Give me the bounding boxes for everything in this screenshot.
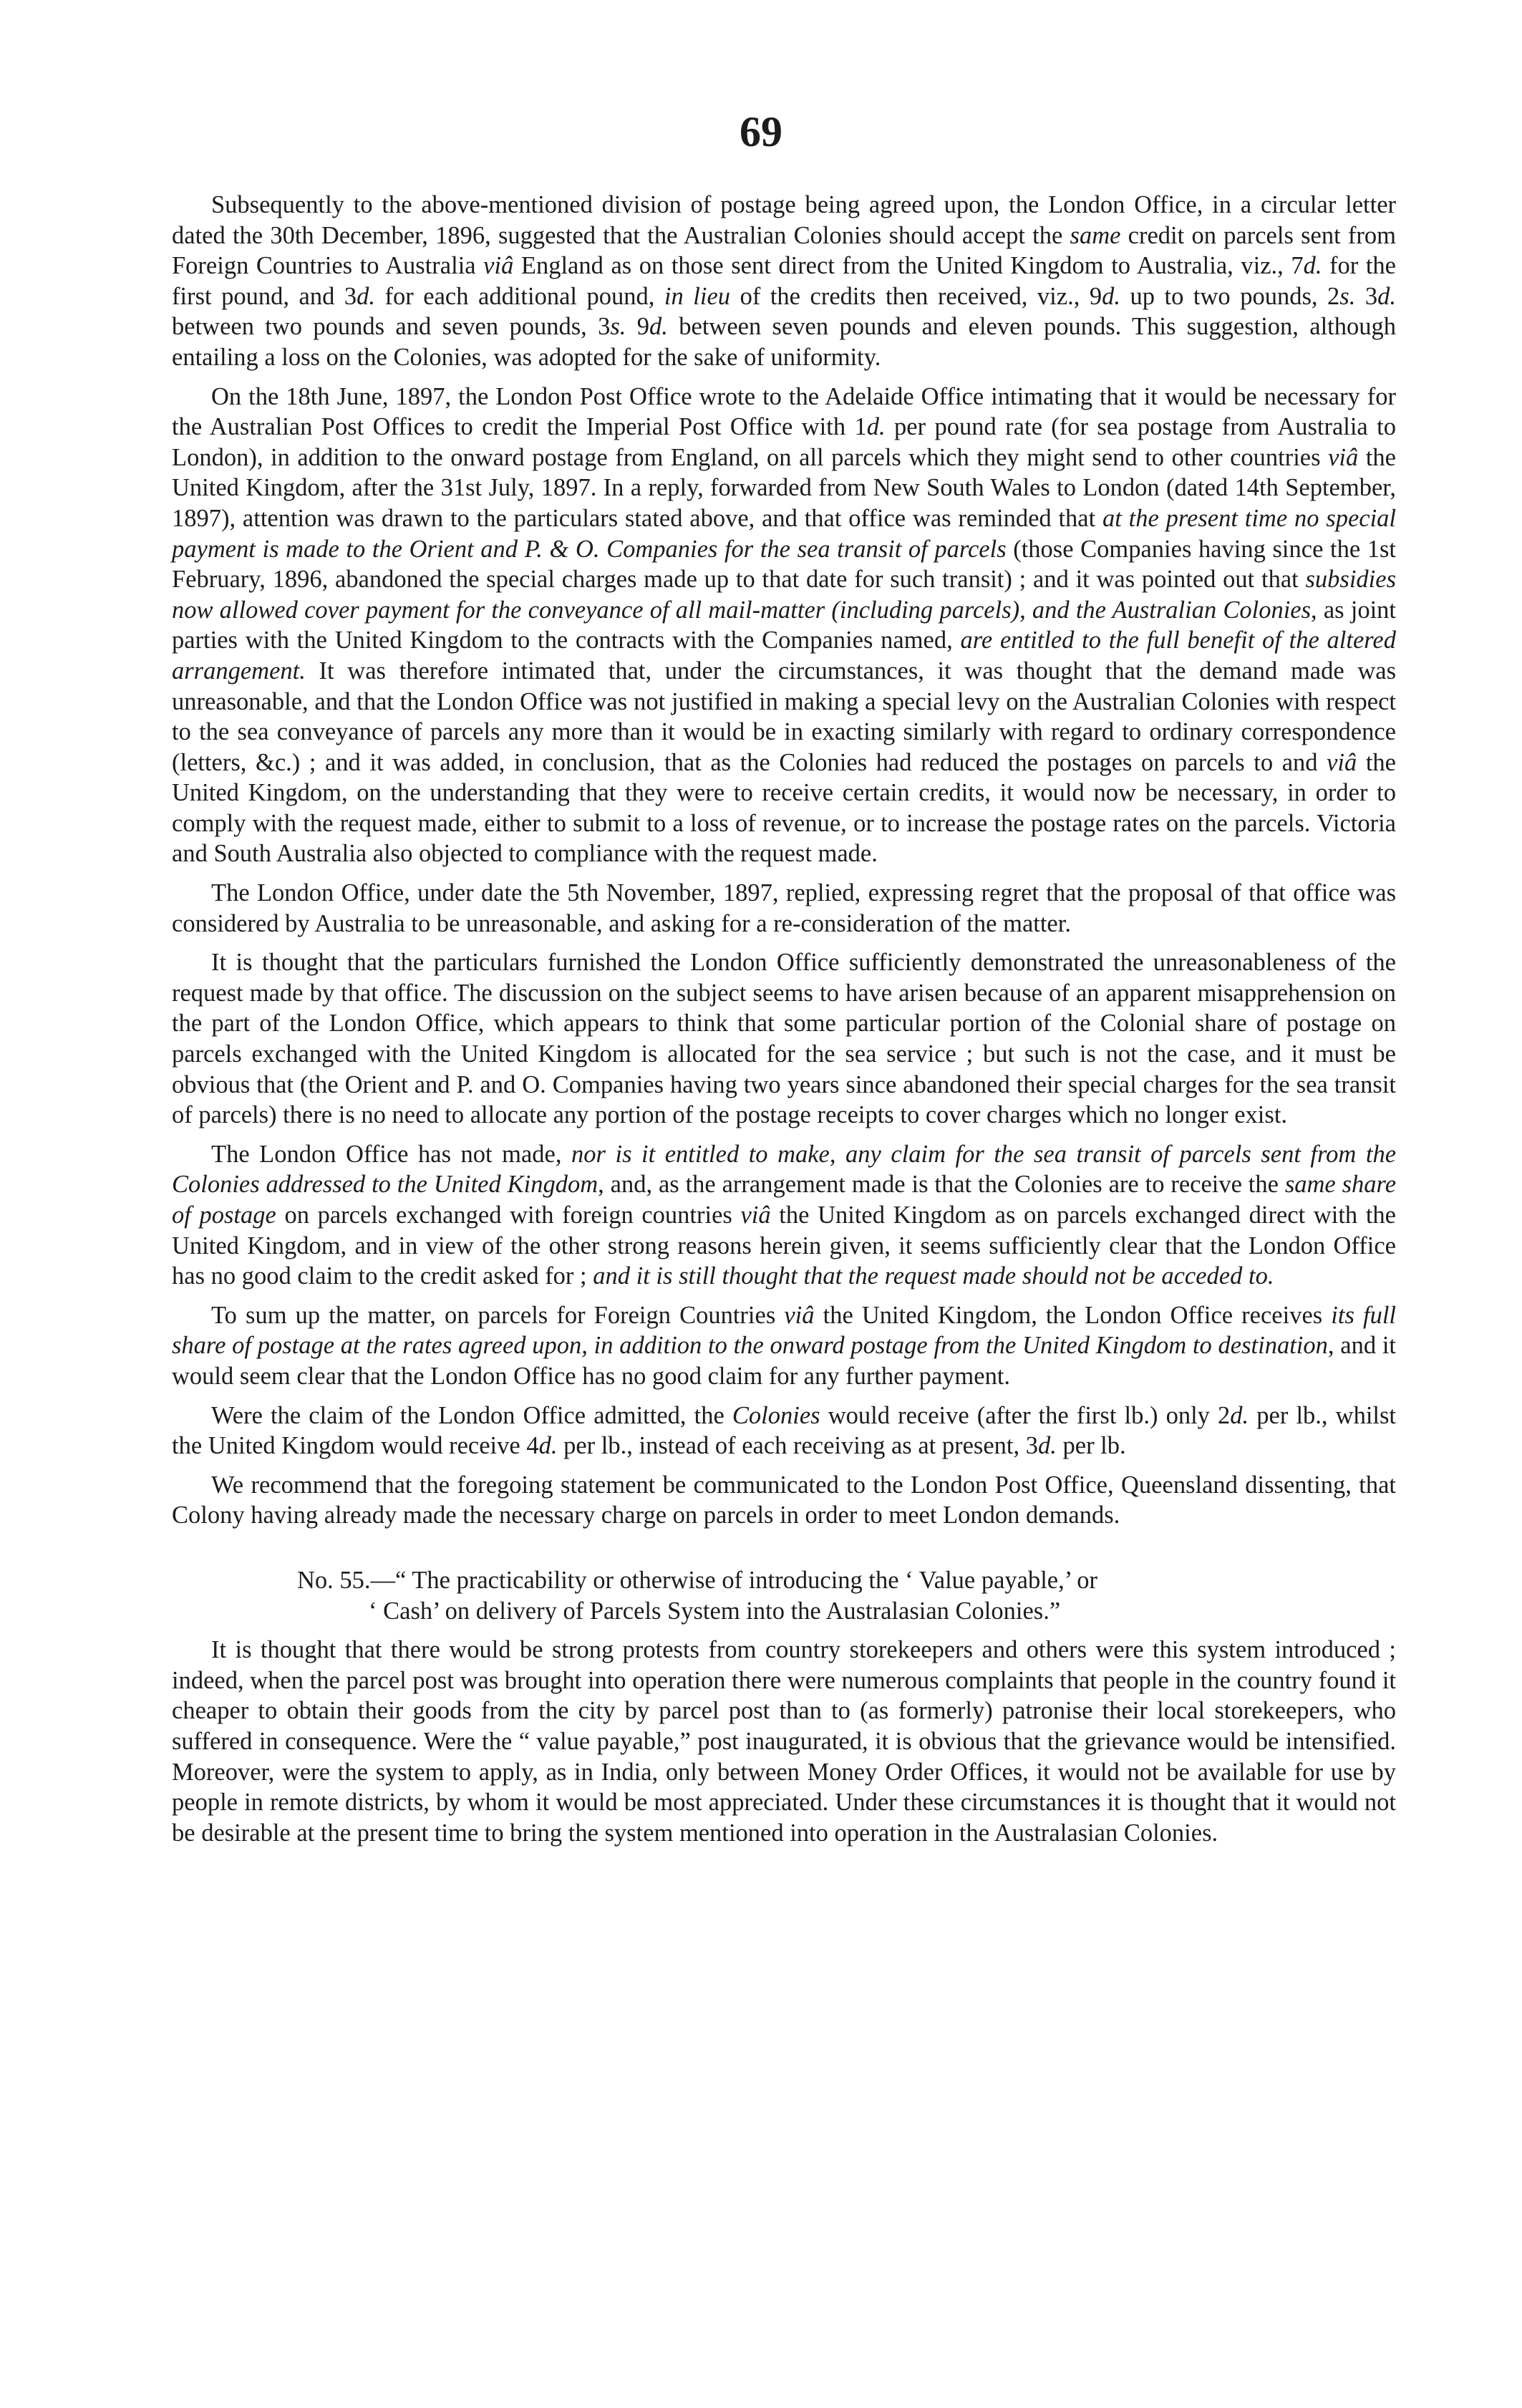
italic-text: viâ [1328,443,1359,471]
text-run: for each additional pound, [375,282,664,310]
text-run: the United Kingdom as on parcels exchanged direct with the United Kingdom, and in view of the other strong reasons herein given, it seems sufficiently clear that the London Office has no good claim to the credit asked for ; [172,1201,1396,1290]
italic-text: at the present time no special payment is made to the Orient and P. & O. Companies for the sea transit of parcels [172,504,1396,563]
paragraph [172,1139,1396,1292]
paragraph [172,1470,1396,1531]
italic-text: d. [1102,282,1120,310]
text-run: would receive (after the first lb.) only 2 [820,1401,1231,1429]
text-run: per pound rate (for sea postage from Australia to London), in addition to the onward postage from England, on all parcels which they might send to other countries [172,413,1396,471]
text-run: 3 [1355,282,1378,310]
section-heading [172,1565,1396,1626]
text-run: 9 [626,313,650,341]
italic-text: subsidies now allowed cover payment for the conveyance of all mail-matter (including parcels), and the Australian Colonies [172,566,1396,624]
paragraph [172,878,1396,939]
text-run: The London Office has not made, [211,1140,572,1168]
paragraph [172,1300,1396,1392]
italic-text: nor is it entitled to make, any claim for the sea transit of parcels sent from the Colonies addressed to the United Kingdom [172,1140,1397,1199]
text-run: Subsequently to the above-mentioned division of postage being agreed upon, the London Office, in a circular letter dated the 30th December, 1896, suggested that the Australian Colonies should accept the [172,191,1396,249]
text-run: for the first pound, and 3 [172,252,1396,310]
italic-text: d. [866,413,886,441]
text-run: of the credits then received, viz., 9 [730,282,1102,310]
italic-text: viâ [784,1301,815,1329]
text-run: between two pounds and seven pounds, 3 [172,313,611,341]
text-run: To sum up the matter, on parcels for Foreign Countries [211,1301,785,1329]
text-run: England as on those sent direct from the United Kingdom to Australia, viz., 7 [513,252,1304,280]
italic-text: viâ [483,252,514,280]
italic-text: d. [538,1432,558,1460]
text-run: (those Companies having since the 1st February, 1896, abandoned the special charges made up to that date for such transit) ; and it was pointed out that [172,535,1396,594]
text-run: on parcels exchanged with foreign countries [276,1201,741,1229]
text-run: the United Kingdom, after the 31st July, 1897. In a reply, forwarded from New South Wales to London (dated 14th September, 1897), attention was drawn to the particulars stated above, and that office was reminded that [172,443,1396,532]
italic-text: d. [1038,1432,1057,1460]
paragraph [172,1401,1396,1461]
italic-text: Colonies [732,1401,820,1429]
italic-text: d. [1377,282,1397,310]
text-run: per lb., instead of each receiving as at present, 3 [557,1432,1038,1460]
text-run: It was therefore intimated that, under the circumstances, it was thought that the demand made was unreasonable, and that the London Office was not justified in making a special levy on the Australian Colonies with respect to the sea conveyance of parcels any more than it would be in exacting similarly with regard to ordinary correspondence (letters, &c.) ; and it was added, in conclusion, that as the Colonies had reduced the postages on parcels to and [172,657,1396,776]
text-run: per lb., whilst the United Kingdom would receive 4 [172,1401,1397,1460]
text-run: , as joint parties with the United Kingdom to the contracts with the Companies named, [172,596,1397,654]
italic-text: viâ [1327,748,1357,776]
italic-text: and it is still thought that the request made should not be acceded to. [593,1262,1274,1290]
text-run: We recommend that the foregoing statement be communicated to the London Post Office, Queensland dissenting, that Colony having already made the necessary charge on parcels in order to meet London demands. [172,1471,1396,1529]
paragraph [172,947,1396,1131]
italic-text: d. [649,313,668,341]
italic-text: same [1070,221,1121,249]
italic-text: s. [610,313,626,341]
text-run: between seven pounds and eleven pounds. This suggestion, although entailing a loss on the Colonies, was adopted for the sake of uniformity. [172,313,1397,371]
text-run: Were the claim of the London Office admitted, the [211,1401,732,1429]
paragraph [172,190,1396,373]
italic-text: its full share of postage at the rates agreed upon, in addition to the onward postage from the United Kingdom to destination [172,1301,1397,1360]
text-run: per lb. [1056,1432,1126,1460]
paragraph [172,382,1396,870]
italic-text: in lieu [664,282,731,310]
final-paragraph: It is thought that there would be strong protests from country storekeepers and others were this system introduced ; indeed, when the parcel post was brought into operation there were numerous complaints that people in the country found it cheaper to obtain their goods from the city by parcel post than to (as formerly) patronise their local storekeepers, who suffered in consequence. Were the “ value payable,” post inaugurated, it is obvious that the grievance would be intensified. Moreover, were the system to apply, as in India, only between Money Order Offices, it would not be available for use by people in remote districts, by whom it would be most appreciated. Under these circumstances it is thought that it would not be desirable at the present time to bring the system mentioned into operation in the Australasian Colonies. [172,1636,1396,1847]
text-run: The London Office, under date the 5th November, 1897, replied, expressing regret that the proposal of that office was considered by Australia to be unreasonable, and asking for a re-consideration of the matter. [172,879,1396,937]
text-run: It is thought that the particulars furnished the London Office sufficiently demonstrated the unreasonableness of the request made by that office. The discussion on the subject seems to have arisen because of an apparent misapprehension on the part of the London Office, which appears to think that some particular portion of the Colonial share of postage on parcels exchanged with the United Kingdom is allocated for the sea service ; but such is not the case, and it must be obvious that (the Orient and P. and O. Companies having two years since abandoned their special charges for the sea transit of parcels) there is no need to allocate any portion of the postage receipts to cover charges which no longer exist. [172,949,1396,1129]
page-number: 69 [740,108,782,155]
text-run: the United Kingdom, the London Office receives [814,1301,1332,1329]
text-run: the United Kingdom, on the understanding that they were to receive certain credits, it would now be necessary, in order to comply with the request made, either to submit to a loss of revenue, or to increase the postage rates on the parcels. Victoria and South Australia also objected to compliance with the request made. [172,748,1396,868]
text-run: up to two pounds, 2 [1120,282,1340,310]
italic-text: d. [357,282,375,310]
section-heading-line-2: ‘ Cash’ on delivery of Parcels System into the Australasian Colonies.” [369,1597,1061,1625]
italic-text: d. [1230,1401,1249,1429]
italic-text: are entitled to the full benefit of the altered arrangement. [172,627,1396,685]
text-run: On the 18th June, 1897, the London Post Office wrote to the Adelaide Office intimating that it would be necessary for the Australian Post Offices to credit the Imperial Post Office with 1 [172,382,1396,441]
italic-text: same share of postage [172,1171,1397,1229]
italic-text: viâ [740,1201,771,1229]
document-body [172,190,1396,1857]
italic-text: s. [1339,282,1356,310]
italic-text: d. [1303,252,1322,280]
text-run: , and, as the arrangement made is that the Colonies are to receive the [598,1171,1285,1199]
section-heading-line-1: No. 55.—“ The practicability or otherwise of introducing the ‘ Value payable,’ or [297,1566,1098,1594]
text-run: credit on parcels sent from Foreign Countries to Australia [172,221,1396,280]
text-run: , and it would seem clear that the London Office has no good claim for any further payment. [172,1332,1396,1390]
